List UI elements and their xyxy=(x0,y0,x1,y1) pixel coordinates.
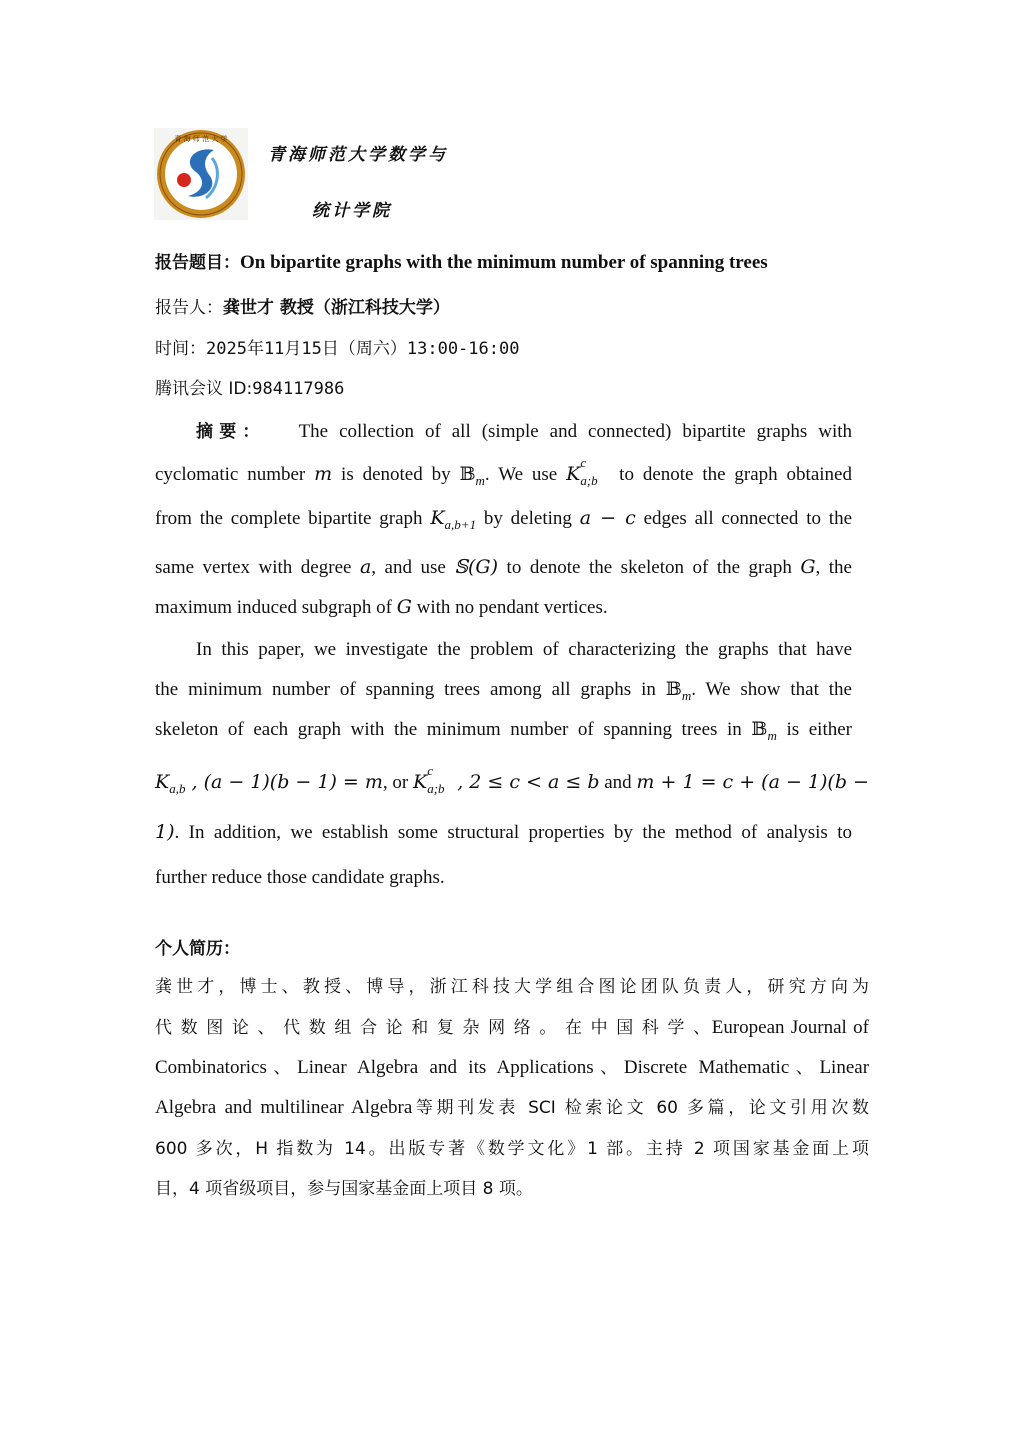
bio-text: 龚世才，博士、教授、博导，浙江科技大学组合图论团队负责人，研究方向为 xyxy=(155,977,869,997)
bio-heading: 个人简历： xyxy=(155,939,240,959)
math-subscript: a;b xyxy=(427,781,445,796)
abstract-line xyxy=(155,595,852,620)
bio-text: Discrete Mathematic xyxy=(623,1057,790,1078)
svg-text:青 海 师 范 大 学: 青 海 师 范 大 学 xyxy=(174,135,228,143)
abstract-line xyxy=(155,455,852,488)
abstract-line xyxy=(155,506,852,532)
abstract-text: , the xyxy=(815,557,852,578)
bio-text: European Journal of xyxy=(711,1017,869,1038)
abstract-text: to denote the skeleton of the graph xyxy=(498,557,801,578)
abstract-text: and xyxy=(599,772,637,793)
math-expression: , (a − 1)(b − 1) = m xyxy=(185,771,383,793)
bio-text: 代 数 图 论 、 代 数 组 合 论 和 复 杂 网 络 。 在 中 国 科 学 、 xyxy=(155,1018,712,1038)
report-title-row xyxy=(155,251,870,275)
abstract-text: is denoted by xyxy=(332,464,460,485)
abstract-label: 摘要： xyxy=(196,422,266,442)
abstract-text: . In addition, we establish some structural properties by the method of analysis to xyxy=(174,822,852,843)
math-superscript: c xyxy=(580,455,587,470)
abstract-text: . We show that the xyxy=(691,679,852,700)
math-symbol: G xyxy=(396,596,412,618)
bio-line xyxy=(155,975,869,999)
bio-text: 等期刊发表 SCI 检索论文 60 多篇，论文引用次数 xyxy=(412,1098,870,1118)
math-symbol: K xyxy=(155,771,170,793)
meeting-row xyxy=(155,377,870,401)
math-supsub xyxy=(427,763,457,796)
abstract-line xyxy=(155,866,852,890)
abstract-line xyxy=(196,420,852,444)
math-symbol: 𝔹 xyxy=(665,679,682,700)
math-expression: a − c xyxy=(579,507,636,529)
abstract-text: is either xyxy=(776,719,852,740)
math-superscript: c xyxy=(427,763,433,778)
bio-text: Linear xyxy=(819,1057,870,1078)
meeting-label: 腾讯会议 ID: xyxy=(155,379,253,399)
university-logo-icon xyxy=(154,128,248,220)
math-expression: 1) xyxy=(155,821,175,843)
abstract-text: , or xyxy=(382,772,413,793)
math-supsub xyxy=(580,455,610,488)
math-expression: m + 1 = c + (a − 1)(b − xyxy=(636,771,869,793)
time-label: 时间： xyxy=(155,339,206,359)
bio-text: 、 xyxy=(789,1058,820,1078)
abstract-text: to denote the graph obtained xyxy=(610,464,852,485)
math-symbol: G xyxy=(800,556,816,578)
bio-text: Linear Algebra and its Applications xyxy=(297,1057,594,1078)
time-row xyxy=(155,337,870,361)
bio-text: 、 xyxy=(593,1058,624,1078)
abstract-text: same vertex with degree xyxy=(155,557,360,578)
math-expression: 𝕊(G) xyxy=(454,556,499,578)
bio-line xyxy=(155,1177,869,1201)
abstract-text: . We use xyxy=(484,464,567,485)
institution-name-line2: 统计学院 xyxy=(312,201,392,221)
abstract-text: skeleton of each graph with the minimum number of spanning trees in xyxy=(155,719,752,740)
abstract-line xyxy=(155,718,852,743)
bio-line xyxy=(155,1096,869,1120)
abstract-text: edges all connected to the xyxy=(635,508,853,529)
abstract-text: , and use xyxy=(371,557,455,578)
abstract-text: the minimum number of spanning trees among all graphs in xyxy=(155,679,666,700)
institution-name-line1: 青海师范大学数学与 xyxy=(268,145,448,165)
abstract-line xyxy=(196,638,852,662)
meeting-id: 984117986 xyxy=(252,379,345,399)
math-symbol: 𝔹 xyxy=(459,464,476,485)
abstract-text: by deleting xyxy=(476,508,580,529)
abstract-line xyxy=(155,763,869,796)
speaker-name: 龚世才 教授（浙江科技大学） xyxy=(223,298,450,318)
report-title: On bipartite graphs with the minimum number of spanning trees xyxy=(240,252,768,273)
math-subscript: a,b xyxy=(169,781,186,796)
abstract-line xyxy=(155,820,852,845)
math-subscript: a;b xyxy=(580,473,598,488)
abstract-text: from the complete bipartite graph xyxy=(155,508,431,529)
bio-text: Algebra and multilinear Algebra xyxy=(155,1097,413,1118)
report-title-label: 报告题目： xyxy=(155,253,240,273)
bio-text: 目，4 项省级项目，参与国家基金面上项目 8 项。 xyxy=(155,1179,533,1199)
time-value: 2025年11月15日（周六）13:00-16:00 xyxy=(206,339,520,359)
math-symbol: 𝔹 xyxy=(751,719,768,740)
math-symbol: K xyxy=(430,507,445,529)
math-symbol: K xyxy=(566,463,581,485)
math-subscript: m xyxy=(475,473,485,488)
math-expression: , 2 ≤ c < a ≤ b xyxy=(457,771,600,793)
bio-text: Combinatorics xyxy=(155,1057,267,1078)
abstract-text: with no pendant vertices. xyxy=(411,597,608,618)
abstract-text: maximum induced subgraph of xyxy=(155,597,397,618)
bio-text: 600 多次，H 指数为 14。出版专著《数学文化》1 部。主持 2 项国家基金面上项 xyxy=(155,1139,869,1159)
bio-text: 、 xyxy=(266,1058,298,1078)
math-subscript: m xyxy=(767,728,777,743)
math-subscript: m xyxy=(681,688,692,703)
math-symbol: m xyxy=(314,463,333,485)
abstract-text: In this paper, we investigate the problem of characterizing the graphs that have xyxy=(196,639,852,660)
abstract-text: The collection of all (simple and connected) bipartite graphs with xyxy=(298,421,853,442)
math-symbol: K xyxy=(412,771,428,793)
abstract-line xyxy=(155,678,852,703)
abstract-text: further reduce those candidate graphs. xyxy=(155,867,445,888)
bio-line xyxy=(155,1056,869,1080)
bio-line xyxy=(155,1137,869,1161)
abstract-line xyxy=(155,555,852,580)
bio-line xyxy=(155,1016,869,1040)
abstract-text: cyclomatic number xyxy=(155,464,315,485)
speaker-label: 报告人： xyxy=(155,298,223,318)
speaker-row xyxy=(155,296,870,320)
math-symbol: a xyxy=(359,556,372,578)
math-subscript: a,b+1 xyxy=(444,517,477,532)
